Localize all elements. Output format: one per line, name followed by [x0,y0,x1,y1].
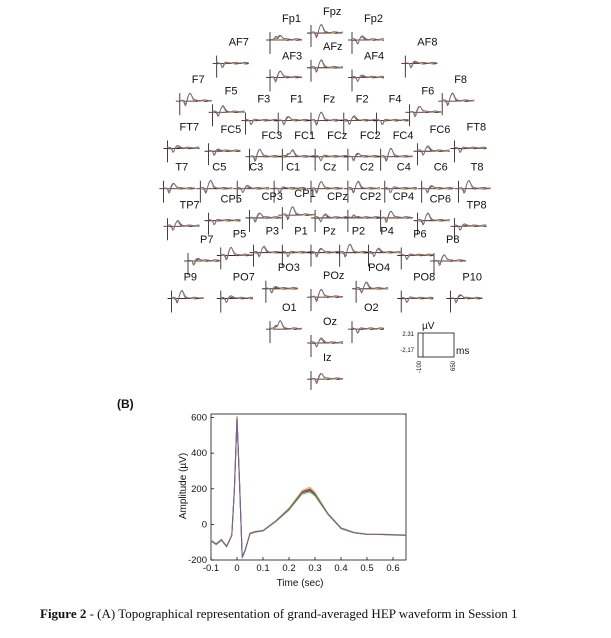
electrode-label: CP2 [359,190,382,203]
mini-waveform [221,248,253,259]
hep-waveform-chart [0,392,611,598]
x-axis-label: Time (sec) [276,578,324,589]
electrode-tp7 [164,199,200,240]
electrode-label: Fp2 [364,13,383,25]
electrode-label: F5 [224,85,238,98]
mini-waveform [311,374,343,382]
electrode-f8 [438,74,474,115]
electrode-label: Fz [323,93,336,106]
electrode-oz [307,316,343,357]
electrode-cp1 [278,188,315,229]
electrode-label: FCz [327,129,348,142]
electrode-fc6 [414,124,451,165]
electrode-label: AF8 [417,36,438,49]
electrode-p2 [336,226,372,267]
electrode-label: O2 [364,302,379,315]
electrode-ft7 [164,121,200,162]
electrode-p5 [217,228,253,269]
electrode-f4 [373,94,409,135]
electrode-f5 [209,85,245,126]
mini-waveform [381,148,413,159]
electrode-label: P3 [265,225,280,238]
electrode-label: P5 [232,228,247,241]
electrode-fp2 [348,13,384,54]
electrode-po3 [262,262,300,303]
electrode-f1 [274,94,310,135]
electrode-fz [307,94,343,135]
electrode-label: P8 [446,234,460,247]
figure-caption [40,606,605,622]
mini-waveform [344,116,376,125]
electrode-p4 [364,226,400,267]
electrode-p3 [250,226,286,267]
x-tick-label: 0.6 [386,563,400,574]
mini-waveform [213,106,245,116]
electrode-label: P9 [183,271,198,284]
electrode-label: T8 [470,161,484,174]
electrode-p6 [397,228,433,269]
electrode-af7 [213,37,249,78]
electrode-t7 [159,162,195,203]
electrode-label: CP1 [294,188,316,201]
mini-waveform [282,207,314,219]
chart-plot-area [188,413,406,574]
electrode-p7 [184,234,220,275]
x-tick-label: 0.5 [360,563,374,574]
electrode-label: FC5 [220,124,242,137]
electrode-label: CP3 [261,190,283,203]
electrode-label: P2 [351,225,366,238]
electrode-label: C2 [359,161,374,174]
mini-waveform [340,244,372,256]
mini-waveform [368,248,400,256]
electrode-label: PO7 [232,271,255,284]
mini-waveform [163,184,195,192]
electrode-label: CPz [327,190,348,203]
electrode-label: Oz [323,316,338,329]
mini-waveform [356,282,388,293]
mini-waveform [442,93,474,105]
y-tick-label: 400 [191,448,207,460]
caption-figure-number: Figure 2 [40,606,87,621]
electrode-label: Cz [323,161,337,174]
mini-waveform [172,290,204,301]
scale-x-unit: ms [456,346,470,357]
electrode-label: FC2 [359,129,381,142]
electrode-label: Fp1 [282,13,301,25]
electrode-label: CP4 [392,190,415,203]
electrode-label: POz [323,270,345,283]
electrode-po4 [352,262,390,303]
x-tick-label: 0.2 [282,563,296,574]
mini-waveform [311,24,343,36]
electrode-label: P4 [380,225,394,238]
electrode-p9 [168,272,204,313]
mini-waveform [311,338,343,347]
electrode-label: FT7 [179,121,200,134]
electrode-label: Iz [323,352,332,365]
electrode-po7 [217,272,255,313]
electrode-label: P6 [413,228,427,241]
scale-y-bottom: -2,17 [400,348,414,354]
y-tick-label: 600 [191,412,207,424]
electrode-label: PO8 [413,271,436,284]
electrode-po8 [397,272,435,313]
electrode-t8 [455,162,491,203]
electrode-label: F8 [454,74,468,87]
mini-waveform [270,71,302,80]
y-tick-label: -200 [187,555,207,566]
electrode-label: C5 [212,161,227,174]
electrode-label: FC1 [294,129,316,142]
scale-legend [400,321,469,373]
electrode-label: FT8 [466,121,487,134]
electrode-label: F7 [191,74,205,87]
scale-x-left: -100 [417,361,423,374]
electrode-label: F3 [257,93,271,106]
mini-waveform [200,180,232,192]
mini-waveform [352,75,384,81]
electrode-label: P7 [200,234,214,247]
x-tick-label: 0 [234,563,240,574]
electrode-label: C3 [249,161,264,174]
electrode-label: PO3 [277,261,300,274]
electrode-o1 [266,302,302,343]
electrode-p8 [430,234,466,275]
mini-waveform [409,107,441,116]
electrode-af4 [348,51,384,92]
electrode-f3 [241,94,277,135]
electrode-label: AF4 [364,50,385,63]
mini-waveform [250,149,282,159]
scale-y-top: 2.31 [402,332,414,338]
electrode-label: C1 [286,161,301,174]
electrode-afz [307,41,343,82]
electrode-label: O1 [282,302,297,315]
electrode-pz [307,226,343,267]
electrode-ft8 [451,121,487,162]
y-axis-label: Amplitude (µV) [178,452,189,520]
scale-y-unit: µV [422,321,435,332]
x-tick-label: 0.1 [256,563,270,574]
electrode-poz [307,270,344,311]
electrode-label: AFz [323,40,343,53]
panel-label-b: (B) [117,397,134,411]
electrode-label: PO4 [368,261,391,274]
electrode-iz [307,352,343,390]
mini-waveform [418,213,450,224]
electrode-label: C6 [433,161,448,174]
mini-waveform [311,290,343,300]
electrode-label: CP6 [429,193,452,206]
electrode-p10 [446,272,482,313]
electrode-label: Fpz [323,6,342,19]
electrode-label: C4 [396,161,411,174]
mini-waveform [434,255,466,264]
mini-waveform [459,181,491,192]
electrode-label: P10 [462,271,482,284]
electrode-label: T7 [175,161,189,174]
electrode-label: F1 [290,93,304,106]
mini-waveform [254,246,286,256]
electrode-label: F6 [421,85,435,98]
electrode-af8 [401,37,437,78]
caption-text: - (A) Topographical representation of grand-averaged HEP waveform in Session 1 [86,606,518,621]
electrode-fp1 [266,13,302,54]
mini-waveform [455,224,487,230]
scale-x-right: 650 [451,361,457,372]
mini-waveform [180,93,212,104]
electrode-f2 [340,94,376,135]
electrode-label: P1 [294,225,308,238]
electrode-label: AF7 [228,36,249,49]
electrode-af3 [266,51,302,92]
electrode-o2 [348,302,384,343]
electrode-label: CP5 [220,193,242,206]
x-tick-label: 0.4 [334,563,348,574]
y-tick-label: 200 [191,483,207,495]
electrode-label: TP7 [179,199,200,212]
electrode-label: F4 [388,93,402,106]
electrode-f7 [176,74,212,115]
x-tick-label: -0.1 [202,563,220,574]
electrode-f6 [405,85,441,126]
y-tick-label: 0 [201,519,207,531]
mini-waveform [381,211,413,220]
x-tick-label: 0.3 [308,563,322,574]
electrode-label: AF3 [282,50,303,63]
electrode-label: FC6 [429,124,451,137]
electrode-label: FC3 [261,129,283,142]
electrode-label: Pz [323,225,336,238]
electrode-label: TP8 [466,199,487,212]
electrode-label: FC4 [392,129,414,142]
mini-waveform [311,112,343,124]
electrode-label: F2 [355,93,369,106]
mini-waveform [311,60,343,71]
electrode-fc5 [205,124,242,165]
electrode-p1 [278,226,314,267]
mini-waveform [221,296,253,303]
